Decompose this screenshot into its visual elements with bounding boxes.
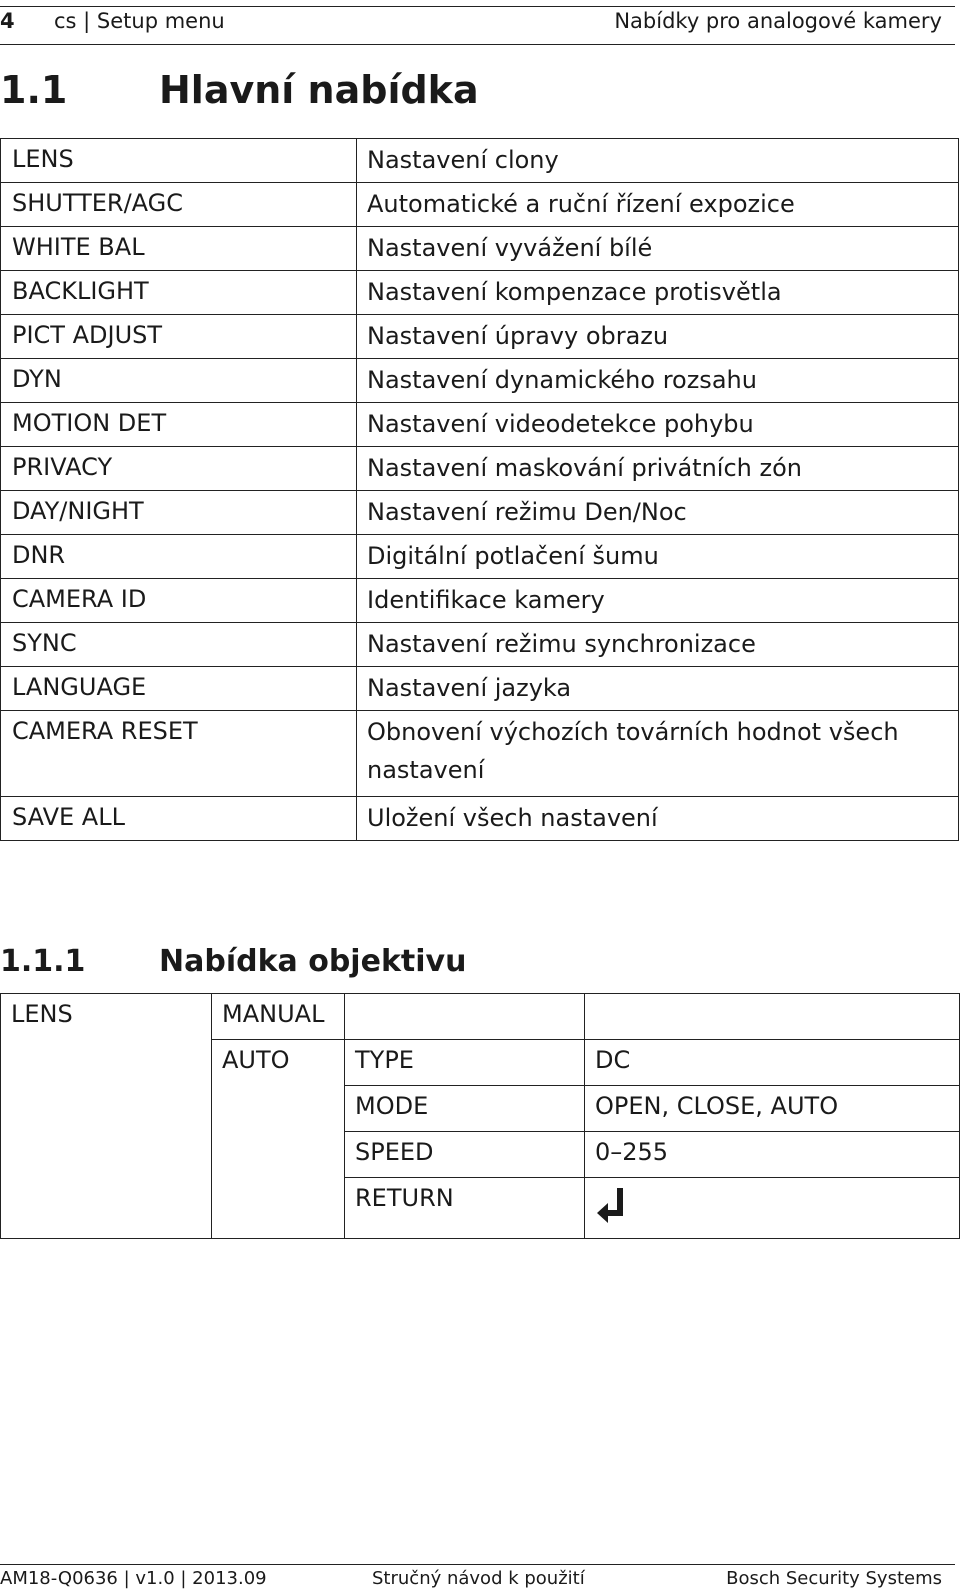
section-heading-main <box>0 68 479 112</box>
lens-mode-auto: AUTO <box>212 1040 345 1239</box>
section-number: 1.1 <box>0 68 68 112</box>
menu-item-description: Obnovení výchozích továrních hodnot všech nastavení <box>357 711 959 797</box>
table-row <box>1 139 959 183</box>
section-heading-lens <box>0 944 466 980</box>
subsection-number: 1.1.1 <box>0 944 86 979</box>
menu-item-description: Nastavení videodetekce pohybu <box>357 403 959 447</box>
menu-item-description: Nastavení maskování privátních zón <box>357 447 959 491</box>
lens-param-name: MODE <box>345 1086 585 1132</box>
menu-item-description: Nastavení dynamického rozsahu <box>357 359 959 403</box>
menu-item-name: CAMERA RESET <box>1 711 357 797</box>
menu-item-description: Nastavení jazyka <box>357 667 959 711</box>
header-chapter-title: Nabídky pro analogové kamery <box>614 9 942 33</box>
lens-param-value: 0–255 <box>585 1132 960 1178</box>
menu-item-name: DAY/NIGHT <box>1 491 357 535</box>
menu-item-name: CAMERA ID <box>1 579 357 623</box>
menu-item-name: SAVE ALL <box>1 797 357 841</box>
lens-param-name: TYPE <box>345 1040 585 1086</box>
menu-item-description: Nastavení kompenzace protisvětla <box>357 271 959 315</box>
menu-item-name: SYNC <box>1 623 357 667</box>
main-menu-table <box>0 138 959 841</box>
menu-item-name: MOTION DET <box>1 403 357 447</box>
footer-document-type: Stručný návod k použití <box>372 1568 585 1589</box>
return-arrow-icon <box>595 1186 629 1226</box>
table-row <box>1 994 960 1040</box>
menu-item-name: LENS <box>1 139 357 183</box>
table-row <box>1 711 959 797</box>
footer-company: Bosch Security Systems <box>726 1568 942 1589</box>
footer-rule <box>0 1564 955 1565</box>
lens-root-cell: LENS <box>1 994 212 1239</box>
menu-item-name: DNR <box>1 535 357 579</box>
menu-item-name: DYN <box>1 359 357 403</box>
lens-param-value <box>585 1178 960 1239</box>
empty-cell <box>345 994 585 1040</box>
table-row <box>1 797 959 841</box>
table-row <box>1 359 959 403</box>
lens-param-value: OPEN, CLOSE, AUTO <box>585 1086 960 1132</box>
menu-item-name: PICT ADJUST <box>1 315 357 359</box>
lens-param-value: DC <box>585 1040 960 1086</box>
footer-document-id: AM18-Q0636 | v1.0 | 2013.09 <box>0 1568 267 1589</box>
menu-item-description: Uložení všech nastavení <box>357 797 959 841</box>
page-number: 4 <box>0 9 15 33</box>
lens-param-name: SPEED <box>345 1132 585 1178</box>
table-row <box>1 403 959 447</box>
lens-mode-manual: MANUAL <box>212 994 345 1040</box>
lens-param-name: RETURN <box>345 1178 585 1239</box>
empty-cell <box>585 994 960 1040</box>
header-section: cs | Setup menu <box>54 9 225 33</box>
table-row <box>1 447 959 491</box>
table-row <box>1 667 959 711</box>
menu-item-name: BACKLIGHT <box>1 271 357 315</box>
header-top-rule <box>0 6 955 7</box>
lens-menu-table <box>0 993 960 1239</box>
menu-item-description: Automatické a ruční řízení expozice <box>357 183 959 227</box>
menu-item-description: Nastavení režimu Den/Noc <box>357 491 959 535</box>
table-row <box>1 579 959 623</box>
menu-item-name: PRIVACY <box>1 447 357 491</box>
menu-item-description: Nastavení vyvážení bílé <box>357 227 959 271</box>
table-row <box>1 271 959 315</box>
table-row <box>1 535 959 579</box>
menu-item-description: Nastavení clony <box>357 139 959 183</box>
menu-item-name: LANGUAGE <box>1 667 357 711</box>
table-row <box>1 183 959 227</box>
subsection-title: Nabídka objektivu <box>159 944 467 979</box>
table-row <box>1 623 959 667</box>
menu-item-description: Digitální potlačení šumu <box>357 535 959 579</box>
menu-item-name: SHUTTER/AGC <box>1 183 357 227</box>
table-row <box>1 315 959 359</box>
section-title: Hlavní nabídka <box>159 68 479 112</box>
menu-item-description: Identifikace kamery <box>357 579 959 623</box>
menu-item-name: WHITE BAL <box>1 227 357 271</box>
table-row <box>1 491 959 535</box>
table-row <box>1 227 959 271</box>
menu-item-description: Nastavení úpravy obrazu <box>357 315 959 359</box>
header-bottom-rule <box>0 44 955 45</box>
menu-item-description: Nastavení režimu synchronizace <box>357 623 959 667</box>
